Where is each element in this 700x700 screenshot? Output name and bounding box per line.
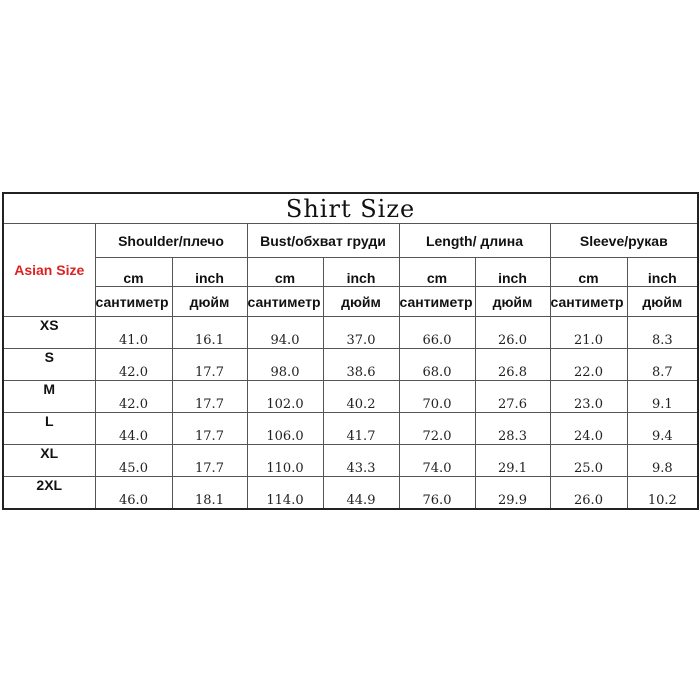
measurement-cell: 114.0 <box>247 477 323 510</box>
measurement-cell: 9.1 <box>627 381 698 413</box>
measurement-cell: 25.0 <box>550 445 627 477</box>
size-row <box>3 317 698 349</box>
unit-en: inch <box>172 258 247 287</box>
unit-ru: сантиметр <box>399 287 475 317</box>
unit-en: cm <box>247 258 323 287</box>
group-length: Length/ длина <box>399 224 550 258</box>
measurement-cell: 29.1 <box>475 445 550 477</box>
size-label: XS <box>3 317 95 349</box>
measurement-cell: 41.7 <box>323 413 399 445</box>
measurement-cell: 110.0 <box>247 445 323 477</box>
measurement-cell: 18.1 <box>172 477 247 510</box>
measurement-cell: 44.9 <box>323 477 399 510</box>
measurement-cell: 17.7 <box>172 381 247 413</box>
measurement-cell: 17.7 <box>172 445 247 477</box>
measurement-cell: 38.6 <box>323 349 399 381</box>
title-row <box>3 193 698 224</box>
measurement-cell: 27.6 <box>475 381 550 413</box>
size-row <box>3 349 698 381</box>
unit-en: inch <box>475 258 550 287</box>
size-label: XL <box>3 445 95 477</box>
unit-en: inch <box>627 258 698 287</box>
unit-ru: дюйм <box>172 287 247 317</box>
size-label: M <box>3 381 95 413</box>
measurement-cell: 28.3 <box>475 413 550 445</box>
measurement-cell: 26.0 <box>550 477 627 510</box>
measurement-cell: 41.0 <box>95 317 172 349</box>
measurement-cell: 8.3 <box>627 317 698 349</box>
unit-ru: сантиметр <box>95 287 172 317</box>
size-label: L <box>3 413 95 445</box>
measurement-cell: 23.0 <box>550 381 627 413</box>
measurement-cell: 8.7 <box>627 349 698 381</box>
unit-en: cm <box>399 258 475 287</box>
group-shoulder: Shoulder/плечо <box>95 224 247 258</box>
measurement-cell: 24.0 <box>550 413 627 445</box>
size-row <box>3 477 698 510</box>
measurement-cell: 94.0 <box>247 317 323 349</box>
measurement-cell: 17.7 <box>172 413 247 445</box>
size-label: S <box>3 349 95 381</box>
group-bust: Bust/обхват груди <box>247 224 399 258</box>
chart-title: Shirt Size <box>3 193 698 224</box>
measurement-cell: 42.0 <box>95 381 172 413</box>
measurement-cell: 66.0 <box>399 317 475 349</box>
unit-ru: дюйм <box>627 287 698 317</box>
group-header-row <box>3 224 698 258</box>
measurement-cell: 9.4 <box>627 413 698 445</box>
measurement-cell: 22.0 <box>550 349 627 381</box>
unit-ru: сантиметр <box>550 287 627 317</box>
unit-en: inch <box>323 258 399 287</box>
measurement-cell: 26.8 <box>475 349 550 381</box>
unit-ru-row <box>3 287 698 317</box>
asian-size-label: Asian Size <box>3 224 95 317</box>
measurement-cell: 21.0 <box>550 317 627 349</box>
unit-ru: дюйм <box>475 287 550 317</box>
measurement-cell: 37.0 <box>323 317 399 349</box>
unit-en-row <box>3 258 698 287</box>
measurement-cell: 74.0 <box>399 445 475 477</box>
unit-en: cm <box>550 258 627 287</box>
measurement-cell: 70.0 <box>399 381 475 413</box>
measurement-cell: 26.0 <box>475 317 550 349</box>
measurement-cell: 10.2 <box>627 477 698 510</box>
measurement-cell: 102.0 <box>247 381 323 413</box>
measurement-cell: 16.1 <box>172 317 247 349</box>
measurement-cell: 106.0 <box>247 413 323 445</box>
unit-ru: сантиметр <box>247 287 323 317</box>
measurement-cell: 43.3 <box>323 445 399 477</box>
size-label: 2XL <box>3 477 95 510</box>
group-sleeve: Sleeve/рукав <box>550 224 698 258</box>
size-row <box>3 413 698 445</box>
unit-en: cm <box>95 258 172 287</box>
size-row <box>3 445 698 477</box>
measurement-cell: 17.7 <box>172 349 247 381</box>
measurement-cell: 76.0 <box>399 477 475 510</box>
measurement-cell: 45.0 <box>95 445 172 477</box>
unit-ru: дюйм <box>323 287 399 317</box>
measurement-cell: 9.8 <box>627 445 698 477</box>
measurement-cell: 44.0 <box>95 413 172 445</box>
measurement-cell: 46.0 <box>95 477 172 510</box>
measurement-cell: 98.0 <box>247 349 323 381</box>
measurement-cell: 72.0 <box>399 413 475 445</box>
measurement-cell: 68.0 <box>399 349 475 381</box>
measurement-cell: 40.2 <box>323 381 399 413</box>
size-chart-table <box>2 192 699 510</box>
measurement-cell: 42.0 <box>95 349 172 381</box>
size-row <box>3 381 698 413</box>
measurement-cell: 29.9 <box>475 477 550 510</box>
